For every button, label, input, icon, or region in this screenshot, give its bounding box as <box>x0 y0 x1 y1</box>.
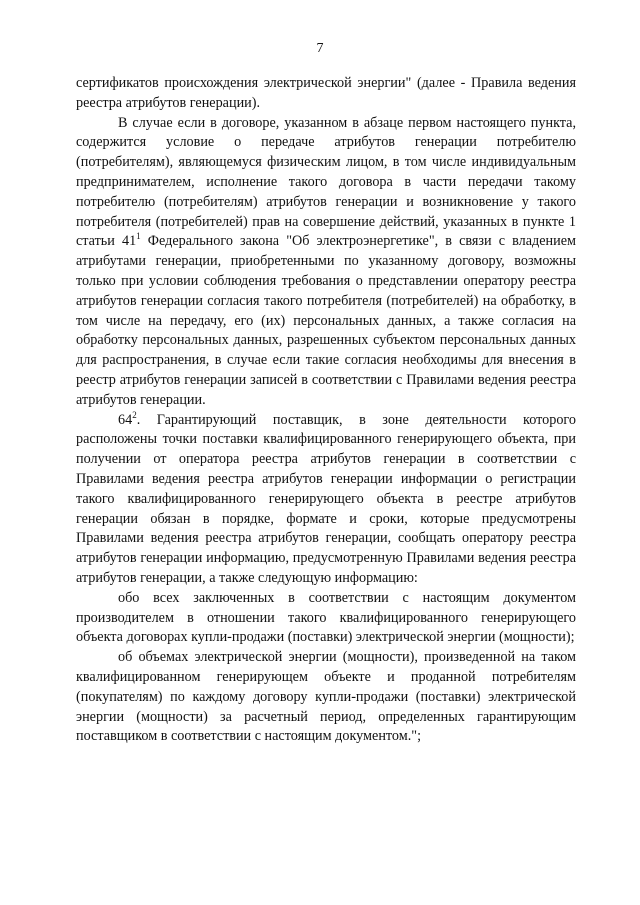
paragraph-text: В случае если в договоре, указанном в абзаце первом настоящего пункта, содержится условие о передаче атрибутов генерации потребителю (потребителям), являющемуся физическим лицом, в том числе индивидуальным предпринимателем, исполнение такого договора в части передачи такому потребителю (потребителям) атрибутов генерации и возникновение у такого потребителя (потребителей) прав на совершение действий, указанных в пункте 1 статьи 41 <box>76 114 576 250</box>
document-body <box>76 74 576 747</box>
superscript: 2 <box>132 409 137 420</box>
paragraph-consent-conditions <box>76 114 576 411</box>
paragraph-continuation: сертификатов происхождения электрической энергии" (далее - Правила ведения реестра атрибутов генерации). <box>76 75 576 111</box>
paragraph-list-item-volumes: об объемах электрической энергии (мощности), произведенной на таком квалифицированном генерирующем объекте и проданной потребителям (покупателям) по каждому договору купли-продажи (поставки) электрической энергии (мощности) за расчетный период, определенных гарантирующим поставщиком в соответствии с настоящим документом."; <box>76 649 576 745</box>
paragraph-list-item-contracts: обо всех заключенных в соответствии с настоящим документом производителем в отношении такого квалифицированного генерирующего объекта договорах купли-продажи (поставки) электрической энергии (мощности); <box>76 589 576 646</box>
superscript: 1 <box>136 231 141 242</box>
page-number: 7 <box>316 41 324 56</box>
paragraph-text: Федерального закона "Об электроэнергетике", в связи с владением атрибутами генерации, приобретенными по указанному договору, возможны только при условии соблюдения требования о представлении оператору реестра атрибутов генерации согласия такого потребителя (потребителей) на обработку, в том числе на передачу, его (их) персональных данных, а также согласия на обработку персональных данных, разрешенных субъектом персональных данных для распространения, в случае если такие согласия необходимы для внесения в реестр атрибутов генерации записей в соответствии с Правилами ведения реестра атрибутов генерации. <box>76 233 577 408</box>
clause-number: 64 <box>118 411 133 428</box>
paragraph-text: . Гарантирующий поставщик, в зоне деятельности которого расположены точки поставки квалифицированного генерирующего объекта, при получении от оператора реестра атрибутов генерации в соответствии с Правилами ведения реестра атрибутов генерации информации о регистрации такого квалифицированного генерирующего объекта в реестре атрибутов генерации обязан в порядке, формате и сроки, которые предусмотрены Правилами ведения реестра атрибутов генерации, сообщать оператору реестра атрибутов генерации информацию, предусмотренную Правилами ведения реестра атрибутов генерации, а также следующую информацию: <box>76 411 576 586</box>
paragraph-clause-64-2 <box>76 411 576 589</box>
